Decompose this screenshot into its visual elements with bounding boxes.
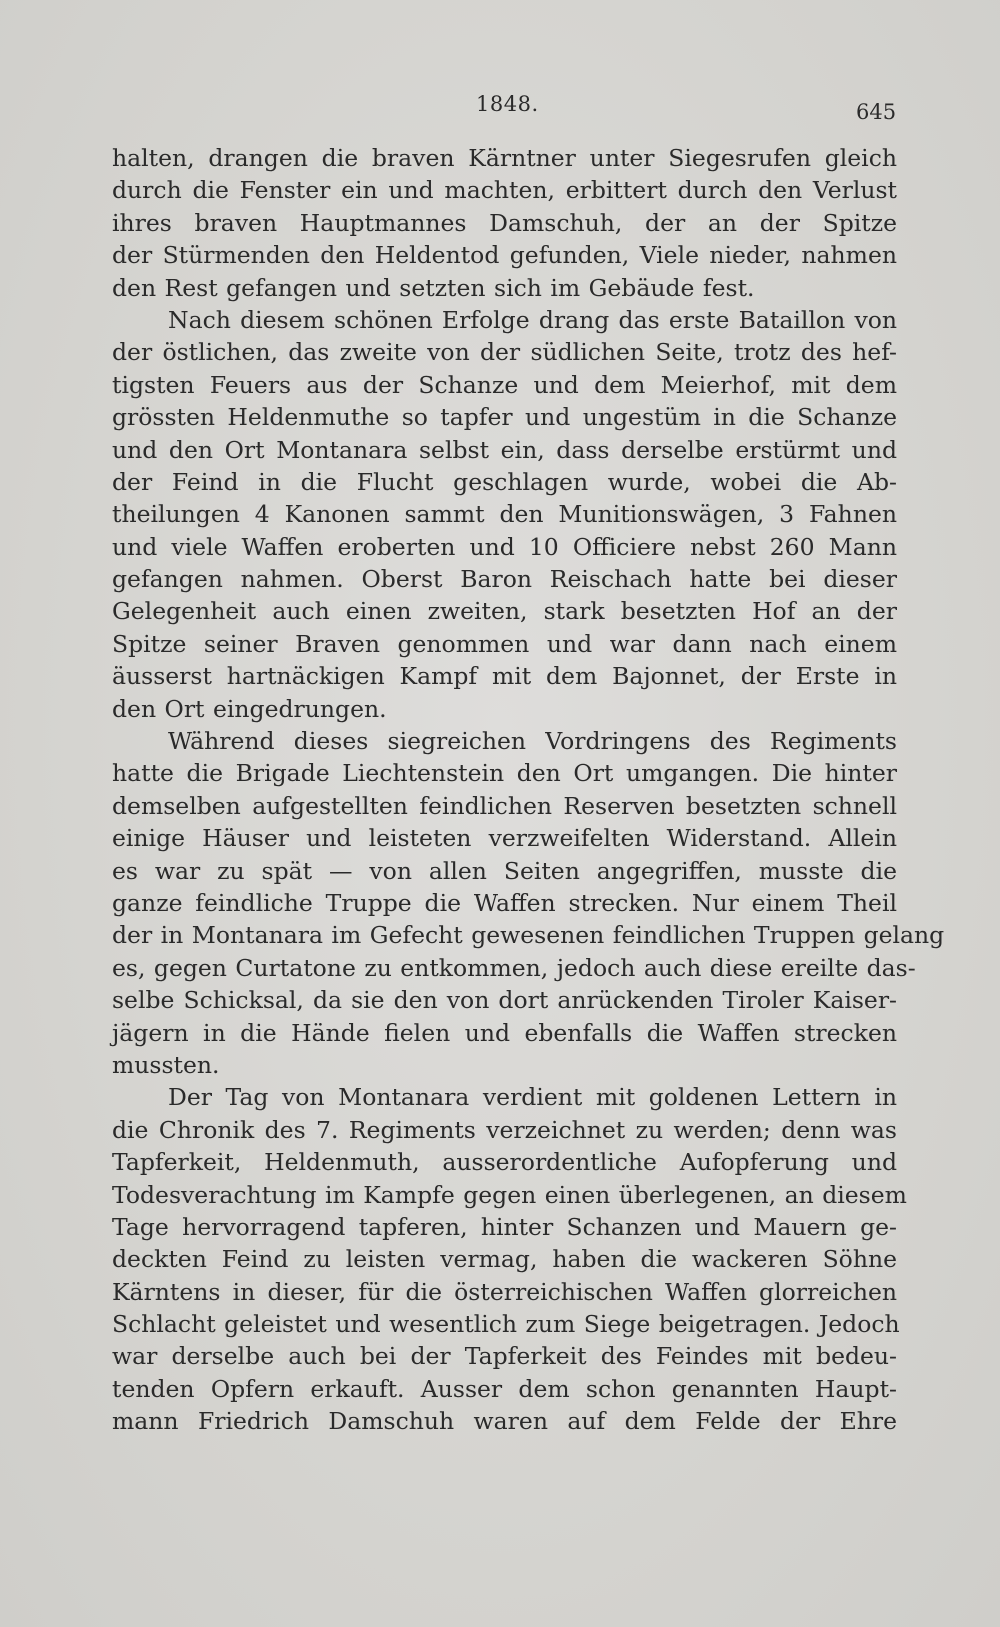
text-line: tigsten Feuers aus der Schanze und dem Meierhof, mit dem xyxy=(112,370,897,399)
text-line: Der Tag von Montanara verdient mit goldenen Lettern in xyxy=(168,1083,897,1112)
text-line: der Feind in die Flucht geschlagen wurde, wobei die Ab- xyxy=(112,467,897,496)
text-line: war derselbe auch bei der Tapferkeit des Feindes mit bedeu- xyxy=(112,1342,897,1371)
text-line: und den Ort Montanara selbst ein, dass derselbe erstürmt und xyxy=(112,435,897,464)
text-line: theilungen 4 Kanonen sammt den Munitionswägen, 3 Fahnen xyxy=(112,500,897,529)
text-line: Kärntens in dieser, für die österreichischen Waffen glorreichen xyxy=(112,1277,897,1306)
page-number: 645 xyxy=(856,100,897,124)
text-line: Schlacht geleistet und wesentlich zum Siege beigetragen. Jedoch xyxy=(112,1310,900,1339)
text-line: äusserst hartnäckigen Kampf mit dem Bajonnet, der Erste in xyxy=(112,662,897,691)
text-line: mann Friedrich Damschuh waren auf dem Felde der Ehre xyxy=(112,1407,897,1436)
text-line: Gelegenheit auch einen zweiten, stark besetzten Hof an der xyxy=(112,597,897,626)
header-year: 1848. xyxy=(476,92,539,116)
text-line: Tapferkeit, Heldenmuth, ausserordentliche Aufopferung und xyxy=(112,1148,897,1177)
text-line: der in Montanara im Gefecht gewesenen feindlichen Truppen gelang xyxy=(112,921,945,950)
text-line: den Ort eingedrungen. xyxy=(112,694,387,723)
text-line: demselben aufgestellten feindlichen Reserven besetzten schnell xyxy=(112,791,897,820)
page-header xyxy=(0,92,1000,122)
text-line: tenden Opfern erkauft. Ausser dem schon genannten Haupt- xyxy=(112,1374,897,1403)
text-line: hatte die Brigade Liechtenstein den Ort umgangen. Die hinter xyxy=(112,759,897,788)
text-line: ganze feindliche Truppe die Waffen strecken. Nur einem Theil xyxy=(112,888,897,917)
text-line: durch die Fenster ein und machten, erbittert durch den Verlust xyxy=(112,176,897,205)
text-line: der Stürmenden den Heldentod gefunden, Viele nieder, nahmen xyxy=(112,241,897,270)
text-line: den Rest gefangen und setzten sich im Gebäude fest. xyxy=(112,273,755,302)
text-line: Tage hervorragend tapferen, hinter Schanzen und Mauern ge- xyxy=(112,1212,897,1241)
text-line: grössten Heldenmuthe so tapfer und ungestüm in die Schanze xyxy=(112,403,897,432)
text-line: halten, drangen die braven Kärntner unter Siegesrufen gleich xyxy=(112,144,897,172)
text-line: und viele Waffen eroberten und 10 Officiere nebst 260 Mann xyxy=(112,532,897,561)
text-line: der östlichen, das zweite von der südlichen Seite, trotz des hef- xyxy=(112,338,897,367)
text-line: jägern in die Hände fielen und ebenfalls die Waffen strecken xyxy=(112,1018,897,1047)
text-line: es war zu spät — von allen Seiten angegriffen, musste die xyxy=(112,856,897,885)
text-line: mussten. xyxy=(112,1050,220,1079)
text-line: Todesverachtung im Kampfe gegen einen überlegenen, an diesem xyxy=(112,1180,907,1209)
text-line: selbe Schicksal, da sie den von dort anrückenden Tiroler Kaiser- xyxy=(112,986,897,1015)
text-line: es, gegen Curtatone zu entkommen, jedoch auch diese ereilte das- xyxy=(112,953,916,982)
text-line: die Chronik des 7. Regiments verzeichnet zu werden; denn was xyxy=(112,1115,897,1144)
text-line: gefangen nahmen. Oberst Baron Reischach hatte bei dieser xyxy=(112,565,897,594)
text-line: ihres braven Hauptmannes Damschuh, der an der Spitze xyxy=(112,208,897,237)
text-line: Während dieses siegreichen Vordringens des Regiments xyxy=(168,727,897,756)
text-line: Spitze seiner Braven genommen und war dann nach einem xyxy=(112,629,897,658)
text-line: Nach diesem schönen Erfolge drang das erste Bataillon von xyxy=(168,305,897,334)
text-line: einige Häuser und leisteten verzweifelten Widerstand. Allein xyxy=(112,824,897,853)
body-text xyxy=(112,142,945,1438)
text-line: deckten Feind zu leisten vermag, haben die wackeren Söhne xyxy=(112,1245,897,1274)
